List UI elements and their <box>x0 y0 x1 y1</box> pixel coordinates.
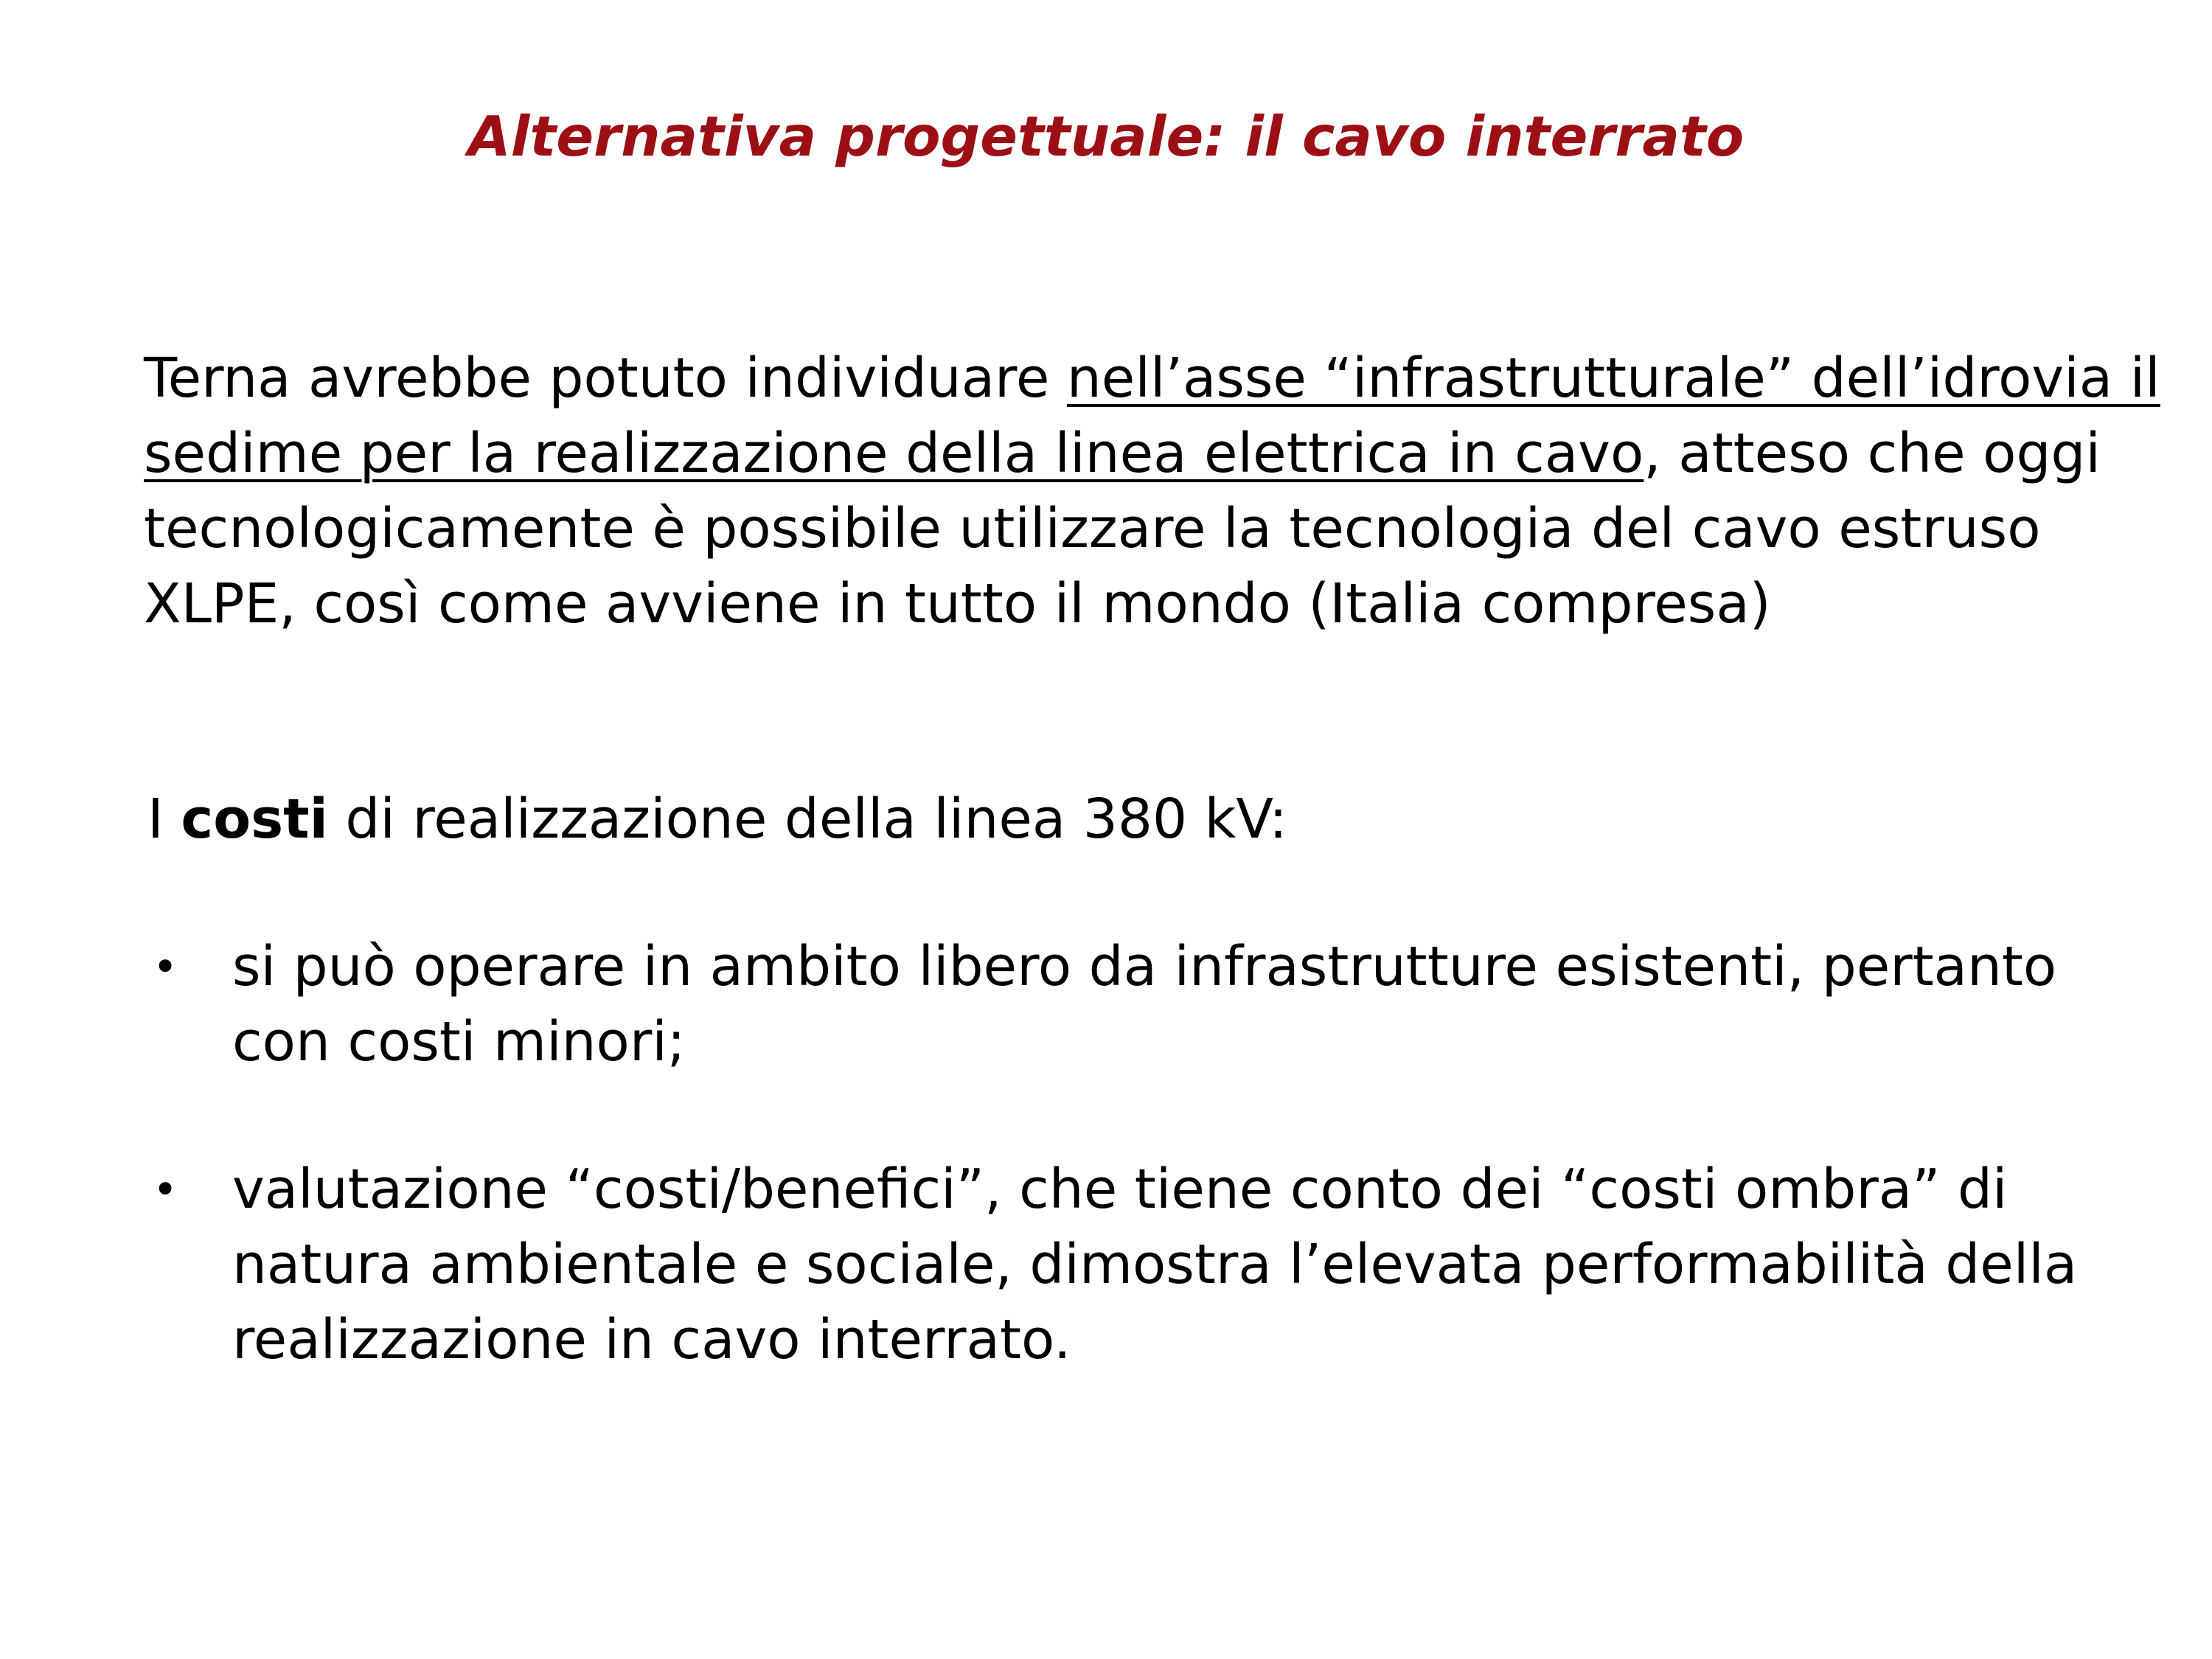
bullet-line: realizzazione in cavo interrato. <box>232 1308 1071 1371</box>
paragraph-line-1-underlined: nell’asse “infrastrutturale” dell’idrovia il <box>1066 347 2160 410</box>
bullet-text <box>232 1152 2077 1377</box>
bullet-marker: • <box>153 942 178 992</box>
paragraph-line-1 <box>144 341 2160 416</box>
costs-heading-bold: costi <box>181 787 328 851</box>
bullet-marker: • <box>153 1164 178 1214</box>
paragraph-line-1-start: Terna avrebbe potuto individuare <box>144 347 1067 410</box>
slide-title: Alternativa progettuale: il cavo interrato <box>467 104 1745 169</box>
paragraph-line-3: tecnologicamente è possibile utilizzare la tecnologia del cavo estruso <box>144 497 2041 560</box>
bullet-line: con costi minori; <box>232 1010 686 1074</box>
intro-paragraph <box>144 341 2160 641</box>
bullet-text <box>232 929 2056 1079</box>
costs-heading-prefix: I <box>147 787 181 851</box>
bullet-line: valutazione “costi/benefici”, che tiene conto dei “costi ombra” di <box>232 1158 2008 1221</box>
paragraph-line-2-end: , atteso che oggi <box>1644 422 2101 485</box>
paragraph-line-2-underlined: sedime per la realizzazione della linea elettrica in cavo <box>144 422 1644 485</box>
costs-heading-suffix: di realizzazione della linea 380 kV: <box>327 787 1287 851</box>
paragraph-line-4: XLPE, così come avviene in tutto il mondo (Italia compresa) <box>144 572 1771 636</box>
costs-heading <box>147 782 1287 857</box>
bullet-line: natura ambientale e sociale, dimostra l’elevata performabilità della <box>232 1233 2078 1296</box>
paragraph-line-2 <box>144 416 2135 491</box>
bullet-line: si può operare in ambito libero da infrastrutture esistenti, pertanto <box>232 935 2057 998</box>
